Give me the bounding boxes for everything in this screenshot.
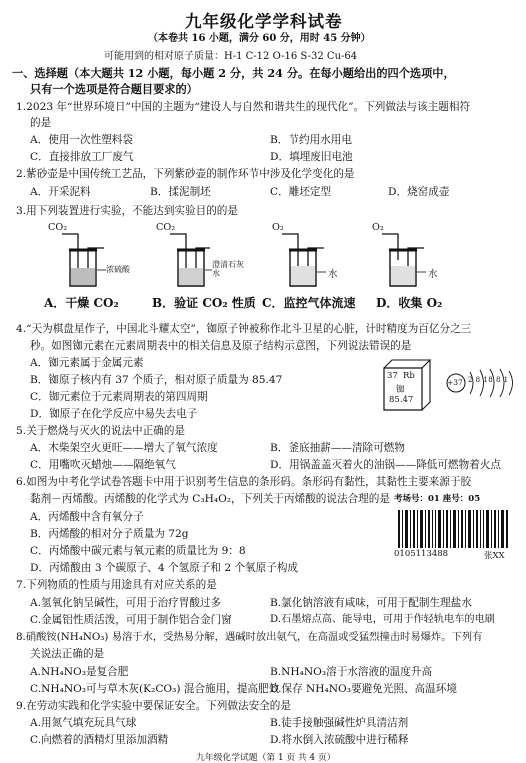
- nucleus-charge: +37: [447, 378, 463, 387]
- q8-option-d: D.保存 NH₄NO₃要避免光照、高温环境: [270, 683, 457, 695]
- apparatus-caption: B．验证 CO₂ 性质: [152, 296, 256, 310]
- reagent-label: 澄清石灰水: [212, 260, 244, 278]
- q4-stem: 4.“天为棋盘星作子，中国北斗耀太空”，铷原子钟被称作北斗卫星的心脏，计时精度为百亿分之三: [16, 323, 472, 335]
- apparatus-d: [372, 220, 492, 318]
- gas-label: CO₂: [156, 222, 176, 233]
- atomic-masses: 可能用到的相对原子质量：H-1 C-12 O-16 S-32 Cu-64: [104, 51, 358, 62]
- q7-option-b: B.氯化钠溶液有咸味，可用于配制生理盐水: [270, 597, 472, 609]
- q2-option-d: D．烧窑成壶: [388, 186, 450, 198]
- apparatus-caption: A．干燥 CO₂: [44, 296, 119, 310]
- q9-option-d: D.将水倒入浓硫酸中进行稀释: [270, 734, 409, 746]
- atomic-number: 37: [387, 371, 398, 381]
- q1-option-a: A．使用一次性塑料袋: [30, 134, 133, 146]
- q1-option-d: D．填埋废旧电池: [270, 151, 353, 163]
- apparatus-a: [42, 220, 162, 318]
- q5-option-a: A．木柴架空火更旺——增大了氧气浓度: [30, 442, 218, 454]
- q8-stem-cont: 关说法正确的是: [30, 648, 105, 660]
- q7-stem: 7.下列物质的性质与用途具有对应关系的是: [16, 579, 217, 591]
- q3-stem: 3.用下列装置进行实验，不能达到实验目的的是: [16, 205, 238, 217]
- reagent-label: 水: [428, 269, 438, 280]
- apparatus-b: [152, 220, 272, 318]
- q7-option-c: C.金属铝性质活泼，可用于制作铝合金门窗: [30, 614, 232, 626]
- q1-stem: 1.2023 年“世界环境日”中国的主题为“建设人与自然和谐共生的现代化”。下列做法与该主题相符: [16, 101, 471, 113]
- q5-option-d: D．用锅盖盖灭着火的油锅——降低可燃物着火点: [270, 459, 501, 471]
- exam-info: （本卷共 16 小题，满分 60 分，用时 45 分钟）: [148, 33, 371, 44]
- q1-option-c: C．直接排放工厂废气: [30, 151, 134, 163]
- atom-structure-diagram: [446, 366, 518, 400]
- q7-option-a: A.氢氧化钠呈碱性，可用于治疗胃酸过多: [30, 597, 222, 609]
- barcode-number: 0105113488: [394, 549, 449, 559]
- atomic-mass: 85.47: [389, 395, 414, 405]
- q4-option-d: D．铷原子在化学反应中易失去电子: [30, 408, 198, 420]
- q8-option-b: B.NH₄NO₃溶于水溶液的温度升高: [270, 666, 433, 678]
- apparatus-caption: D．收集 O₂: [376, 296, 443, 310]
- q2-option-a: A．开采泥料: [30, 186, 91, 198]
- q2-stem: 2.紫砂壶是中国传统工艺品，下列紫砂壶的制作环节中涉及化学变化的是: [16, 168, 355, 180]
- q8-option-c: C.NH₄NO₃可与草木灰(K₂CO₃) 混合施用，提高肥效: [30, 683, 280, 695]
- apparatus-caption: C．监控气体流速: [262, 296, 356, 310]
- q6-option-a: A．丙烯酸中含有氧分子: [30, 511, 144, 523]
- q4-stem-cont: 秒。如图铷元素在元素周期表中的相关信息及原子结构示意图，下列说法错误的是: [30, 340, 412, 352]
- q9-option-c: C.向燃着的酒精灯里添加酒精: [30, 734, 169, 746]
- q4-option-c: C．铷元素位于元素周期表的第四周期: [30, 391, 208, 403]
- q5-option-c: C．用嘴吹灭蜡烛——隔绝氧气: [30, 459, 176, 471]
- q2-option-b: B．揉泥制坯: [150, 186, 211, 198]
- reagent-label: 水: [328, 269, 338, 280]
- q9-option-a: A.用氮气填充玩具气球: [30, 717, 137, 729]
- element-cell: [382, 358, 434, 412]
- barcode: [398, 510, 508, 548]
- q6-stem-cont: 黏剂－丙烯酸。丙烯酸的化学式为 C₃H₄O₂，下列关于丙烯酸的说法合理的是: [30, 493, 390, 505]
- q6-option-b: B．丙烯酸的相对分子质量为 72g: [30, 528, 189, 540]
- page-footer: 九年级化学试题（第 1 页 共 4 页）: [196, 753, 336, 763]
- q4-option-b: B．铷原子核内有 37 个质子，相对原子质量为 85.47: [30, 374, 283, 386]
- q6-option-d: D．丙烯酸由 3 个碳原子、4 个氢原子和 2 个氧原子构成: [30, 562, 299, 574]
- gas-label: O₂: [272, 222, 284, 233]
- q5-option-b: B．釜底抽薪——清除可燃物: [270, 442, 405, 454]
- reagent-label: 浓硫酸: [106, 265, 130, 274]
- q2-option-c: C．雕坯定型: [270, 186, 332, 198]
- page-title: 九年级化学学科试卷: [185, 12, 343, 31]
- electron-counts: 2 8 18 8 1: [468, 376, 509, 384]
- q7-option-d: D.石墨熔点高、能导电，可用于作轻轨电车的电刷: [270, 614, 495, 625]
- q8-option-a: A.NH₄NO₃是复合肥: [30, 666, 129, 678]
- gas-label: CO₂: [48, 222, 68, 233]
- q4-option-a: A．铷元素属于金属元素: [30, 357, 144, 369]
- q1-option-b: B．节约用水用电: [270, 134, 352, 146]
- section-heading-cont: 只有一个选项是符合题目要求的）: [30, 82, 198, 96]
- q8-stem: 8.硝酸铵(NH₄NO₃) 易溶于水，受热易分解，遇碱时放出氨气，在高温或受猛烈撞击时易爆炸。下列有: [16, 631, 483, 643]
- q5-stem: 5.关于燃烧与灭火的说法中正确的是: [16, 425, 186, 437]
- q6-option-c: C．丙烯酸中碳元素与氧元素的质量比为 9：8: [30, 545, 246, 557]
- element-name: 铷: [396, 385, 405, 395]
- gas-label: O₂: [372, 222, 384, 233]
- q6-stem: 6.如图为中考化学试卷答题卡中用于识别考生信息的条形码。条形码有黏性，其黏性主要来源于胶: [16, 476, 472, 488]
- exam-seat-info: 考场号：01 座号：05: [394, 494, 481, 504]
- element-symbol: Rb: [403, 371, 415, 381]
- q9-option-b: B.徒手接触强碱性炉具清洁剂: [270, 717, 409, 729]
- q9-stem: 9.在劳动实践和化学实验中要保证安全。下列做法安全的是: [16, 700, 291, 712]
- student-name: 张XX: [484, 551, 505, 561]
- section-heading: 一、选择题（本大题共 12 小题，每小题 2 分，共 24 分。在每小题给出的四个选项中，: [12, 66, 455, 80]
- q1-stem-cont: 的是: [30, 117, 52, 129]
